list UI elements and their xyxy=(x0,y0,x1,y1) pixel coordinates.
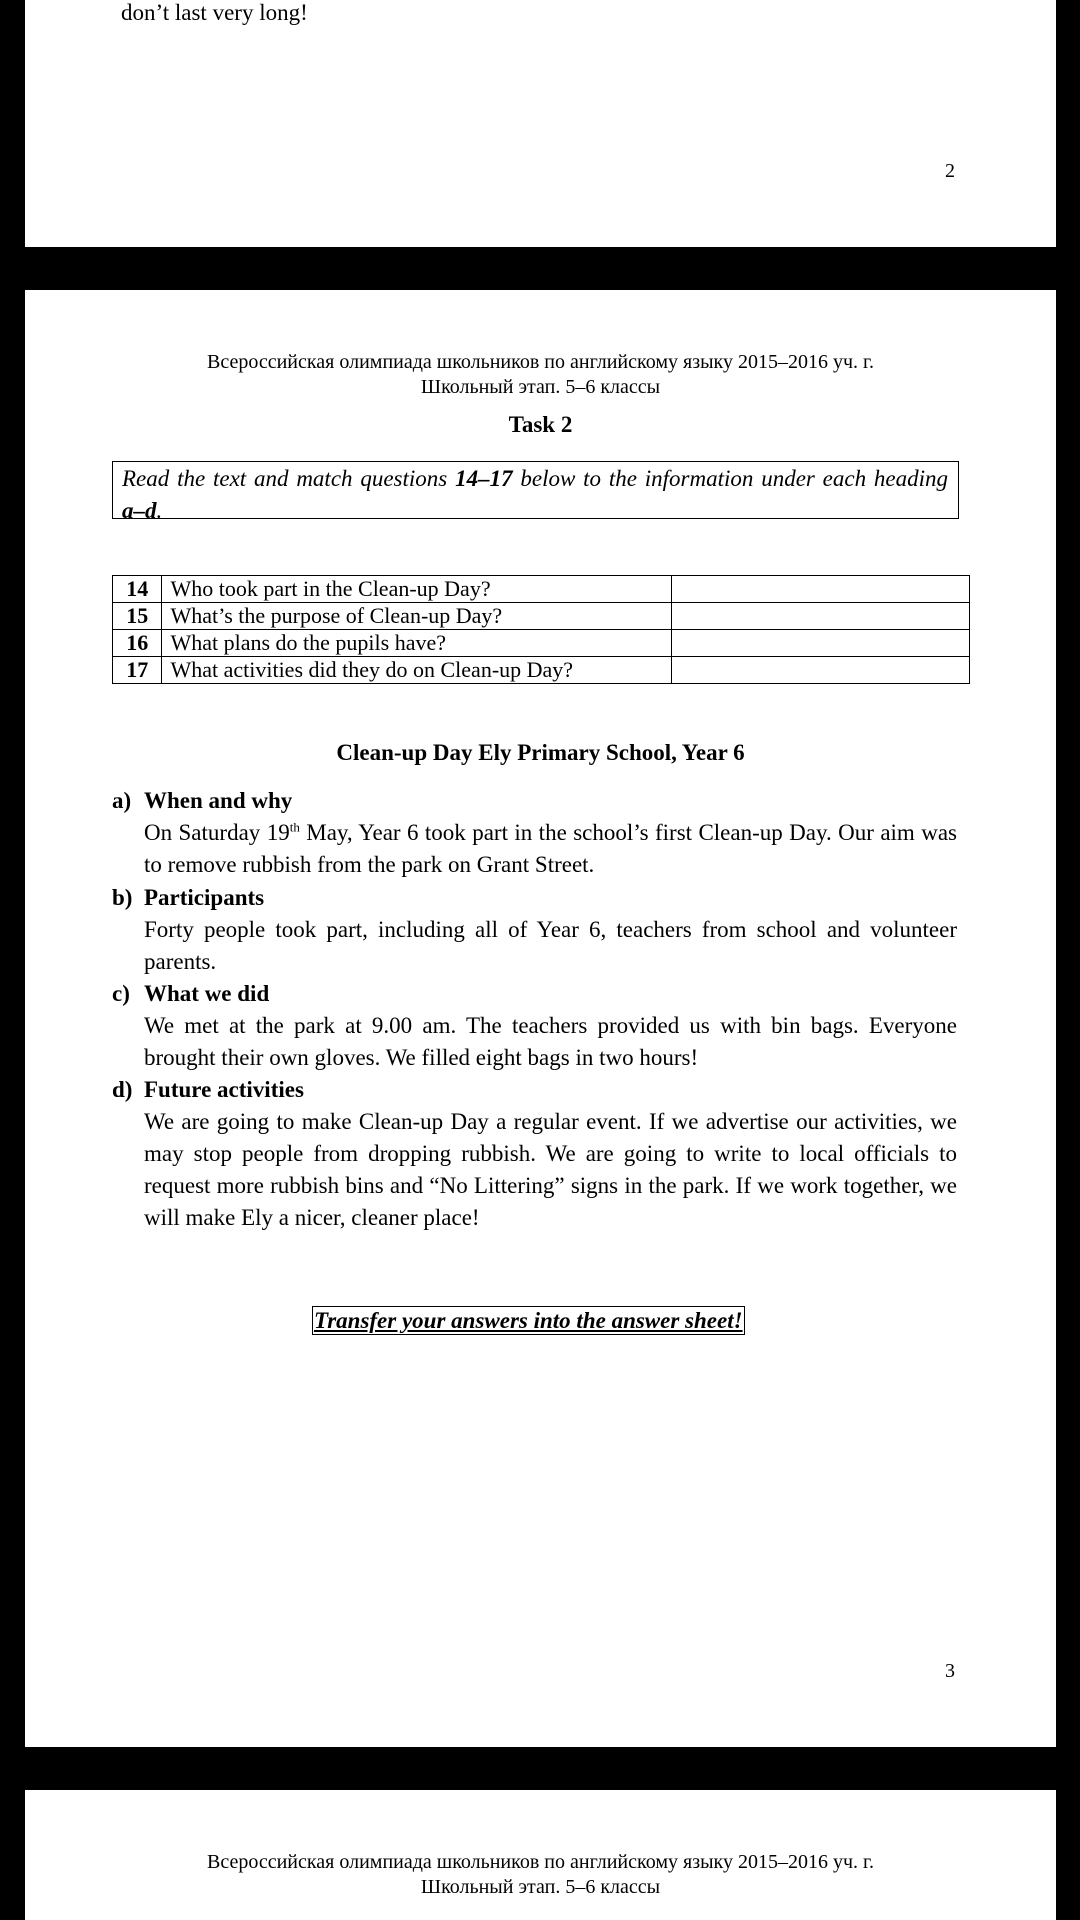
instruction-letters: a–d xyxy=(122,498,157,523)
question-text: What plans do the pupils have? xyxy=(162,630,672,657)
page-number: 3 xyxy=(945,1660,955,1682)
superscript: th xyxy=(289,819,300,835)
questions-table xyxy=(112,575,970,684)
section-future-activities xyxy=(112,1074,957,1234)
instruction-range: 14–17 xyxy=(455,466,513,491)
header-line-olympiad: Всероссийская олимпиада школьников по английскому языку 2015–2016 уч. г. xyxy=(207,351,874,373)
section-participants xyxy=(112,882,957,978)
page-header xyxy=(25,350,1056,400)
page-3 xyxy=(25,290,1056,1747)
section-what-we-did xyxy=(112,978,957,1074)
question-text: What’s the purpose of Clean-up Day? xyxy=(162,603,672,630)
table-row xyxy=(113,630,970,657)
transfer-note: Transfer your answers into the answer sheet! xyxy=(314,1308,743,1333)
page-header xyxy=(25,1850,1056,1900)
question-text: Who took part in the Clean-up Day? xyxy=(162,576,672,603)
question-text: What activities did they do on Clean-up Day? xyxy=(162,657,672,684)
header-line-olympiad: Всероссийская олимпиада школьников по английскому языку 2015–2016 уч. г. xyxy=(207,1851,874,1873)
section-heading-text: What we did xyxy=(144,981,270,1006)
section-heading-text: Participants xyxy=(144,885,265,910)
section-body-text: On Saturday 19 xyxy=(144,820,290,845)
question-number: 17 xyxy=(113,657,162,684)
header-line-stage: Школьный этап. 5–6 классы xyxy=(420,1876,661,1898)
task-title: Task 2 xyxy=(508,412,573,437)
table-row xyxy=(113,657,970,684)
page-2 xyxy=(25,0,1056,247)
section-heading xyxy=(112,882,957,914)
section-heading-text: Future activities xyxy=(144,1077,304,1102)
article-title: Clean-up Day Ely Primary School, Year 6 xyxy=(336,740,745,765)
answer-cell[interactable] xyxy=(672,657,970,684)
section-marker: c) xyxy=(112,981,130,1006)
section-marker: b) xyxy=(112,885,133,910)
answer-cell[interactable] xyxy=(672,576,970,603)
section-heading-text: When and why xyxy=(144,788,293,813)
section-body: We are going to make Clean-up Day a regular event. If we advertise our activities, we may stop people from dropping rubbish. We are going to write to local officials to request more rubbish bins and “No Littering” signs in the park. If we work together, we will make Ely a nicer, cleaner place! xyxy=(144,1109,957,1230)
question-number: 16 xyxy=(113,630,162,657)
instruction-box xyxy=(112,461,959,523)
answer-cell[interactable] xyxy=(672,603,970,630)
section-body-text: May, Year 6 took part in the school’s first Clean-up Day. Our aim was to remove rubbish from the park on Grant Street. xyxy=(144,820,958,877)
question-number: 15 xyxy=(113,603,162,630)
page-4 xyxy=(25,1790,1056,1920)
page-number: 2 xyxy=(945,160,955,182)
section-marker: a) xyxy=(112,788,132,813)
table-row xyxy=(113,576,970,603)
section-heading xyxy=(112,785,957,817)
table-row xyxy=(113,603,970,630)
section-body xyxy=(112,817,957,881)
answer-cell[interactable] xyxy=(672,630,970,657)
instruction-text: below to the information under each heading xyxy=(512,466,948,491)
section-when-and-why xyxy=(112,785,957,881)
section-heading xyxy=(112,978,957,1010)
page-tail-text: don’t last very long! xyxy=(121,0,308,25)
section-body: We met at the park at 9.00 am. The teachers provided us with bin bags. Everyone brought their own gloves. We filled eight bags in two hours! xyxy=(144,1013,957,1070)
header-line-stage: Школьный этап. 5–6 классы xyxy=(420,376,661,398)
instruction-text: Read the text and match questions xyxy=(122,466,456,491)
section-heading xyxy=(112,1074,957,1106)
section-body: Forty people took part, including all of Year 6, teachers from school and volunteer parents. xyxy=(144,917,957,974)
section-marker: d) xyxy=(112,1077,133,1102)
question-number: 14 xyxy=(113,576,162,603)
instruction-text: . xyxy=(156,498,163,523)
